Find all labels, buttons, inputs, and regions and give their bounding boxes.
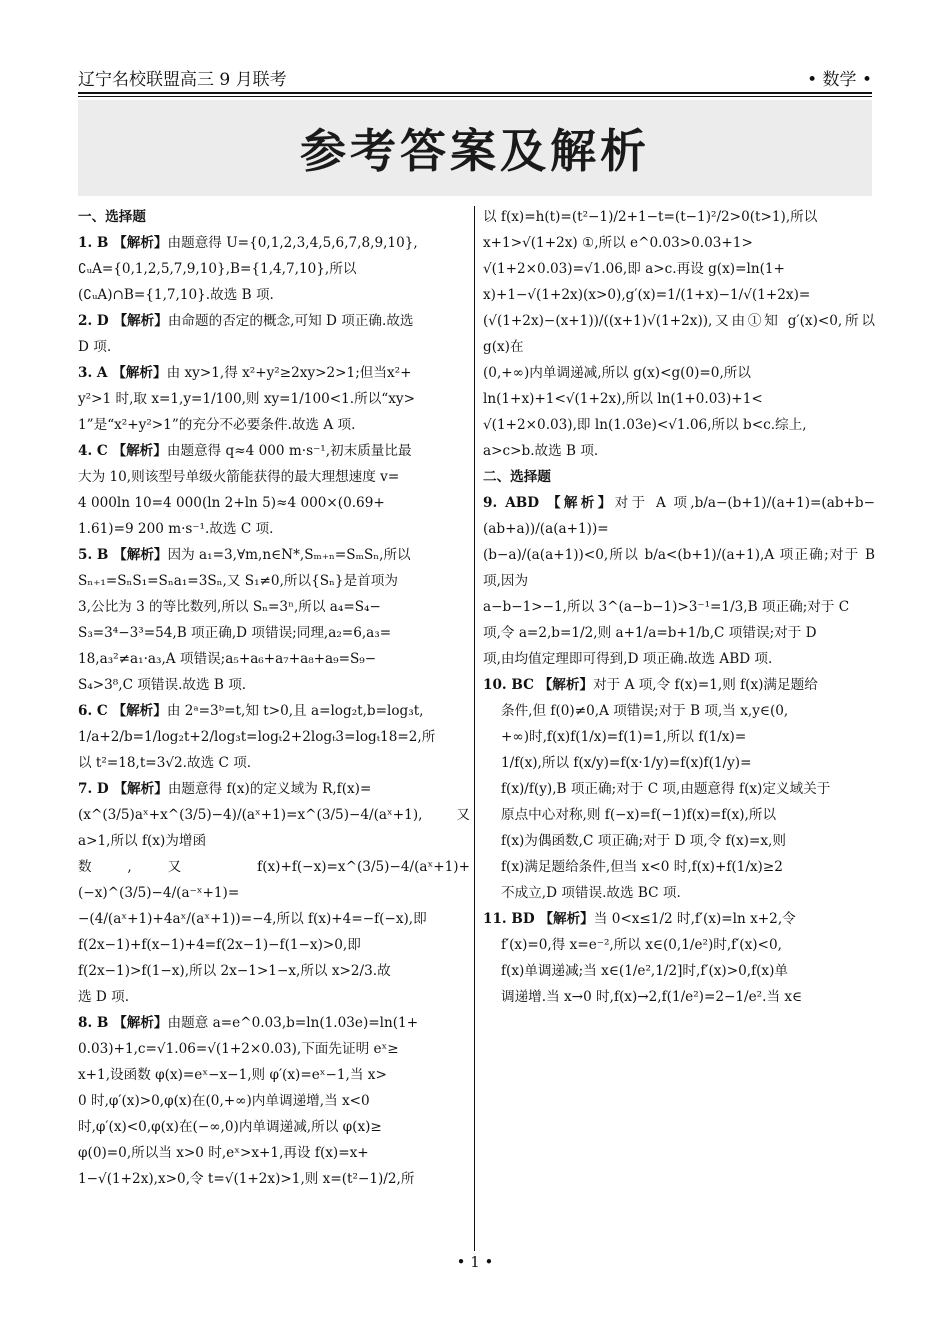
answer-line: 数,又 f(x)+f(−x)=x^(3/5)−4/(aˣ+1)+(−x)^(3/5)−4/(a⁻ˣ+1)= (78, 859, 470, 901)
answer-line: ln(1+x)+1<√(1+2x),所以 ln(1+0.03)+1< (483, 391, 763, 407)
answer-item (78, 230, 470, 256)
answer-item (78, 542, 470, 568)
answer-key: 11. BD 【解析】 (483, 911, 594, 927)
answer-key: 1. B 【解析】 (78, 235, 168, 251)
answer-key: 8. B 【解析】 (78, 1015, 168, 1031)
answer-line: √(1+2×0.03),即 ln(1.03e)<√1.06,所以 b<c.综上, (483, 417, 807, 433)
answer-line: S₃=3⁴−3³=54,B 项正确,D 项错误;同理,a₂=6,a₃= (78, 625, 392, 641)
answer-line: f(x)满足题给条件,但当 x<0 时,f(x)+f(1/x)≥2 (501, 859, 783, 875)
answer-line: (x^(3/5)aˣ+x^(3/5)−4)/(aˣ+1)=x^(3/5)−4/(aˣ+1),又 a>1,所以 f(x)为增函 (78, 807, 470, 849)
answer-line: f(2x−1)+f(x−1)+4=f(2x−1)−f(1−x)>0,即 (78, 937, 361, 953)
answer-item (78, 438, 470, 464)
answer-line: ∁ᵤA={0,1,2,5,7,9,10},B={1,4,7,10},所以 (78, 261, 357, 277)
answer-line: f′(x)=0,得 x=e⁻²,所以 x∈(0,1/e²)时,f′(x)<0, (501, 937, 782, 953)
answer-text: 由命题的否定的概念,可知 D 项正确.故选 (167, 313, 414, 329)
answer-text: 由题意 a=e^0.03,b=ln(1.03e)=ln(1+ (167, 1015, 419, 1031)
answer-line: f(x)为偶函数,C 项正确;对于 D 项,令 f(x)=x,则 (501, 833, 786, 849)
answer-text: 对于 A 项,令 f(x)=1,则 f(x)满足题给 (593, 677, 818, 693)
answer-line: 4 000ln 10=4 000(ln 2+ln 5)≈4 000×(0.69+ (78, 495, 385, 511)
page-title: 参考答案及解析 (300, 124, 650, 178)
answer-line: f(x)单调递减;当 x∈(1/e²,1/2]时,f′(x)>0,f(x)单 (501, 963, 788, 979)
answer-line: 大为 10,则该型号单级火箭能获得的最大理想速度 v= (78, 469, 400, 485)
answer-line: D 项. (78, 339, 112, 355)
answer-line: 0 时,φ′(x)>0,φ(x)在(0,+∞)内单调递增,当 x<0 (78, 1093, 370, 1109)
section-heading: 二、选择题 (483, 469, 551, 485)
answer-text: 由 xy>1,得 x²+y²≥2xy>2>1;但当x²+ (166, 365, 412, 381)
answer-line: 项,令 a=2,b=1/2,则 a+1/a=b+1/b,C 项错误;对于 D (483, 625, 817, 641)
answer-key: 2. D 【解析】 (78, 313, 168, 329)
answer-line: −(4/(aˣ+1)+4aˣ/(aˣ+1))=−4,所以 f(x)+4=−f(−x),即 (78, 911, 427, 927)
answer-text: 由题意得 q≈4 000 m·s⁻¹,初末质量比最 (166, 443, 412, 459)
answer-key: 7. D 【解析】 (78, 781, 168, 797)
section-heading: 一、选择题 (78, 209, 146, 225)
answer-line: 项,由均值定理即可得到,D 项正确.故选 ABD 项. (483, 651, 773, 667)
answer-line: 1−√(1+2x),x>0,令 t=√(1+2x)>1,则 x=(t²−1)/2,所 (78, 1171, 415, 1187)
answer-item (483, 906, 875, 932)
answer-line: √(1+2×0.03)=√1.06,即 a>c.再设 g(x)=ln(1+ (483, 261, 785, 277)
answer-key: 5. B 【解析】 (78, 547, 168, 563)
answer-line: 0.03)+1,c=√1.06=√(1+2×0.03),下面先证明 eˣ≥ (78, 1041, 399, 1057)
answer-line: 1/a+2/b=1/log₂t+2/log₃t=logₜ2+2logₜ3=logₜ18=2,所 (78, 729, 436, 745)
answer-line: 选 D 项. (78, 989, 130, 1005)
answer-line: x)+1−√(1+2x)(x>0),g′(x)=1/(1+x)−1/√(1+2x)= (483, 287, 811, 303)
answer-line: x+1,设函数 φ(x)=eˣ−x−1,则 φ′(x)=eˣ−1,当 x> (78, 1067, 387, 1083)
answer-text: 当 0<x≤1/2 时,f′(x)=ln x+2,令 (593, 911, 796, 927)
answer-item (483, 490, 875, 542)
answer-line: f(2x−1)>f(1−x),所以 2x−1>1−x,所以 x>2/3.故 (78, 963, 391, 979)
answer-line: a>c>b.故选 B 项. (483, 443, 599, 459)
answer-text: 对于 A 项,b/a−(b+1)/(a+1)=(ab+b−(ab+a))/(a(a+1))= (483, 495, 876, 537)
answer-line: (∁ᵤA)∩B={1,7,10}.故选 B 项. (78, 287, 274, 303)
answer-line: 条件,但 f(0)≠0,A 项错误;对于 B 项,当 x,y∈(0, (501, 703, 789, 719)
answer-key: 9. ABD 【解析】 (483, 495, 615, 511)
answer-item (78, 360, 470, 386)
answer-line: 以 f(x)=h(t)=(t²−1)/2+1−t=(t−1)²/2>0(t>1),所以 (483, 209, 818, 225)
answer-text: 由题意得 U={0,1,2,3,4,5,6,7,8,9,10}, (167, 235, 418, 251)
page-number: • 1 • (456, 1253, 494, 1271)
answer-line: y²>1 时,取 x=1,y=1/100,则 xy=1/100<1.所以“xy> (78, 391, 415, 407)
answer-line: 不成立,D 项错误.故选 BC 项. (501, 885, 681, 901)
answer-line: (√(1+2x)−(x+1))/((x+1)√(1+2x)),又由①知 g′(x)<0,所以 g(x)在 (483, 313, 875, 355)
answer-item (78, 776, 470, 802)
answer-text: 因为 a₁=3,∀m,n∈N*,Sₘ₊ₙ=SₘSₙ,所以 (167, 547, 411, 563)
column-divider (474, 206, 475, 1251)
exam-name: 辽宁名校联盟高三 9 月联考 (78, 70, 287, 90)
answer-text: 由 2ᵃ=3ᵇ=t,知 t>0,且 a=log₂t,b=log₃t, (166, 703, 424, 719)
answer-key: 4. C 【解析】 (78, 443, 167, 459)
answer-item (78, 1010, 470, 1036)
answer-line: (b−a)/(a(a+1))<0,所以 b/a<(b+1)/(a+1),A 项正确;对于 B 项,因为 (483, 547, 875, 589)
answer-line: φ(0)=0,所以当 x>0 时,eˣ>x+1,再设 f(x)=x+ (78, 1145, 369, 1161)
answer-line: 时,φ′(x)<0,φ(x)在(−∞,0)内单调递减,所以 φ(x)≥ (78, 1119, 382, 1135)
answer-text: 由题意得 f(x)的定义域为 R,f(x)= (167, 781, 372, 797)
answer-line: Sₙ₊₁=SₙS₁=Sₙa₁=3Sₙ,又 S₁≠0,所以{Sₙ}是首项为 (78, 573, 398, 589)
title-band (78, 100, 872, 196)
answer-key: 3. A 【解析】 (78, 365, 167, 381)
answer-line: 1”是“x²+y²>1”的充分不必要条件.故选 A 项. (78, 417, 356, 433)
answer-line: S₄>3⁸,C 项错误.故选 B 项. (78, 677, 247, 693)
answer-line: 3,公比为 3 的等比数列,所以 Sₙ=3ⁿ,所以 a₄=S₄− (78, 599, 381, 615)
answer-line: f(x)/f(y),B 项正确;对于 C 项,由题意得 f(x)定义域关于 (501, 781, 831, 797)
answer-item (483, 672, 875, 698)
answer-line: 原点中心对称,则 f(−x)=f(−1)f(x)=f(x),所以 (501, 807, 777, 823)
answer-key: 10. BC 【解析】 (483, 677, 594, 693)
answer-line: 调递增.当 x→0 时,f(x)→2,f(1/e²)=2−1/e².当 x∈ (501, 989, 803, 1005)
answer-line: 18,a₃²≠a₁·a₃,A 项错误;a₅+a₆+a₇+a₈+a₉=S₉− (78, 651, 377, 667)
answer-line: +∞)时,f(x)f(1/x)=f(1)=1,所以 f(1/x)= (501, 729, 747, 745)
answer-line: 以 t²=18,t=3√2.故选 C 项. (78, 755, 252, 771)
answer-line: 1.61)=9 200 m·s⁻¹.故选 C 项. (78, 521, 274, 537)
answer-item (78, 698, 470, 724)
page-header (78, 62, 872, 90)
header-rule (78, 92, 872, 97)
answer-line: 1/f(x),所以 f(x/y)=f(x·1/y)=f(x)f(1/y)= (501, 755, 752, 771)
answer-item (78, 308, 470, 334)
left-column (78, 204, 470, 1192)
answer-line: (0,+∞)内单调递减,所以 g(x)<g(0)=0,所以 (483, 365, 751, 381)
answer-line: a−b−1>−1,所以 3^(a−b−1)>3⁻¹=1/3,B 项正确;对于 C (483, 599, 850, 615)
subject-label: • 数学 • (807, 70, 872, 90)
answer-line: x+1>√(1+2x) ①,所以 e^0.03>0.03+1> (483, 235, 753, 251)
answer-key: 6. C 【解析】 (78, 703, 167, 719)
right-column (483, 204, 875, 1010)
